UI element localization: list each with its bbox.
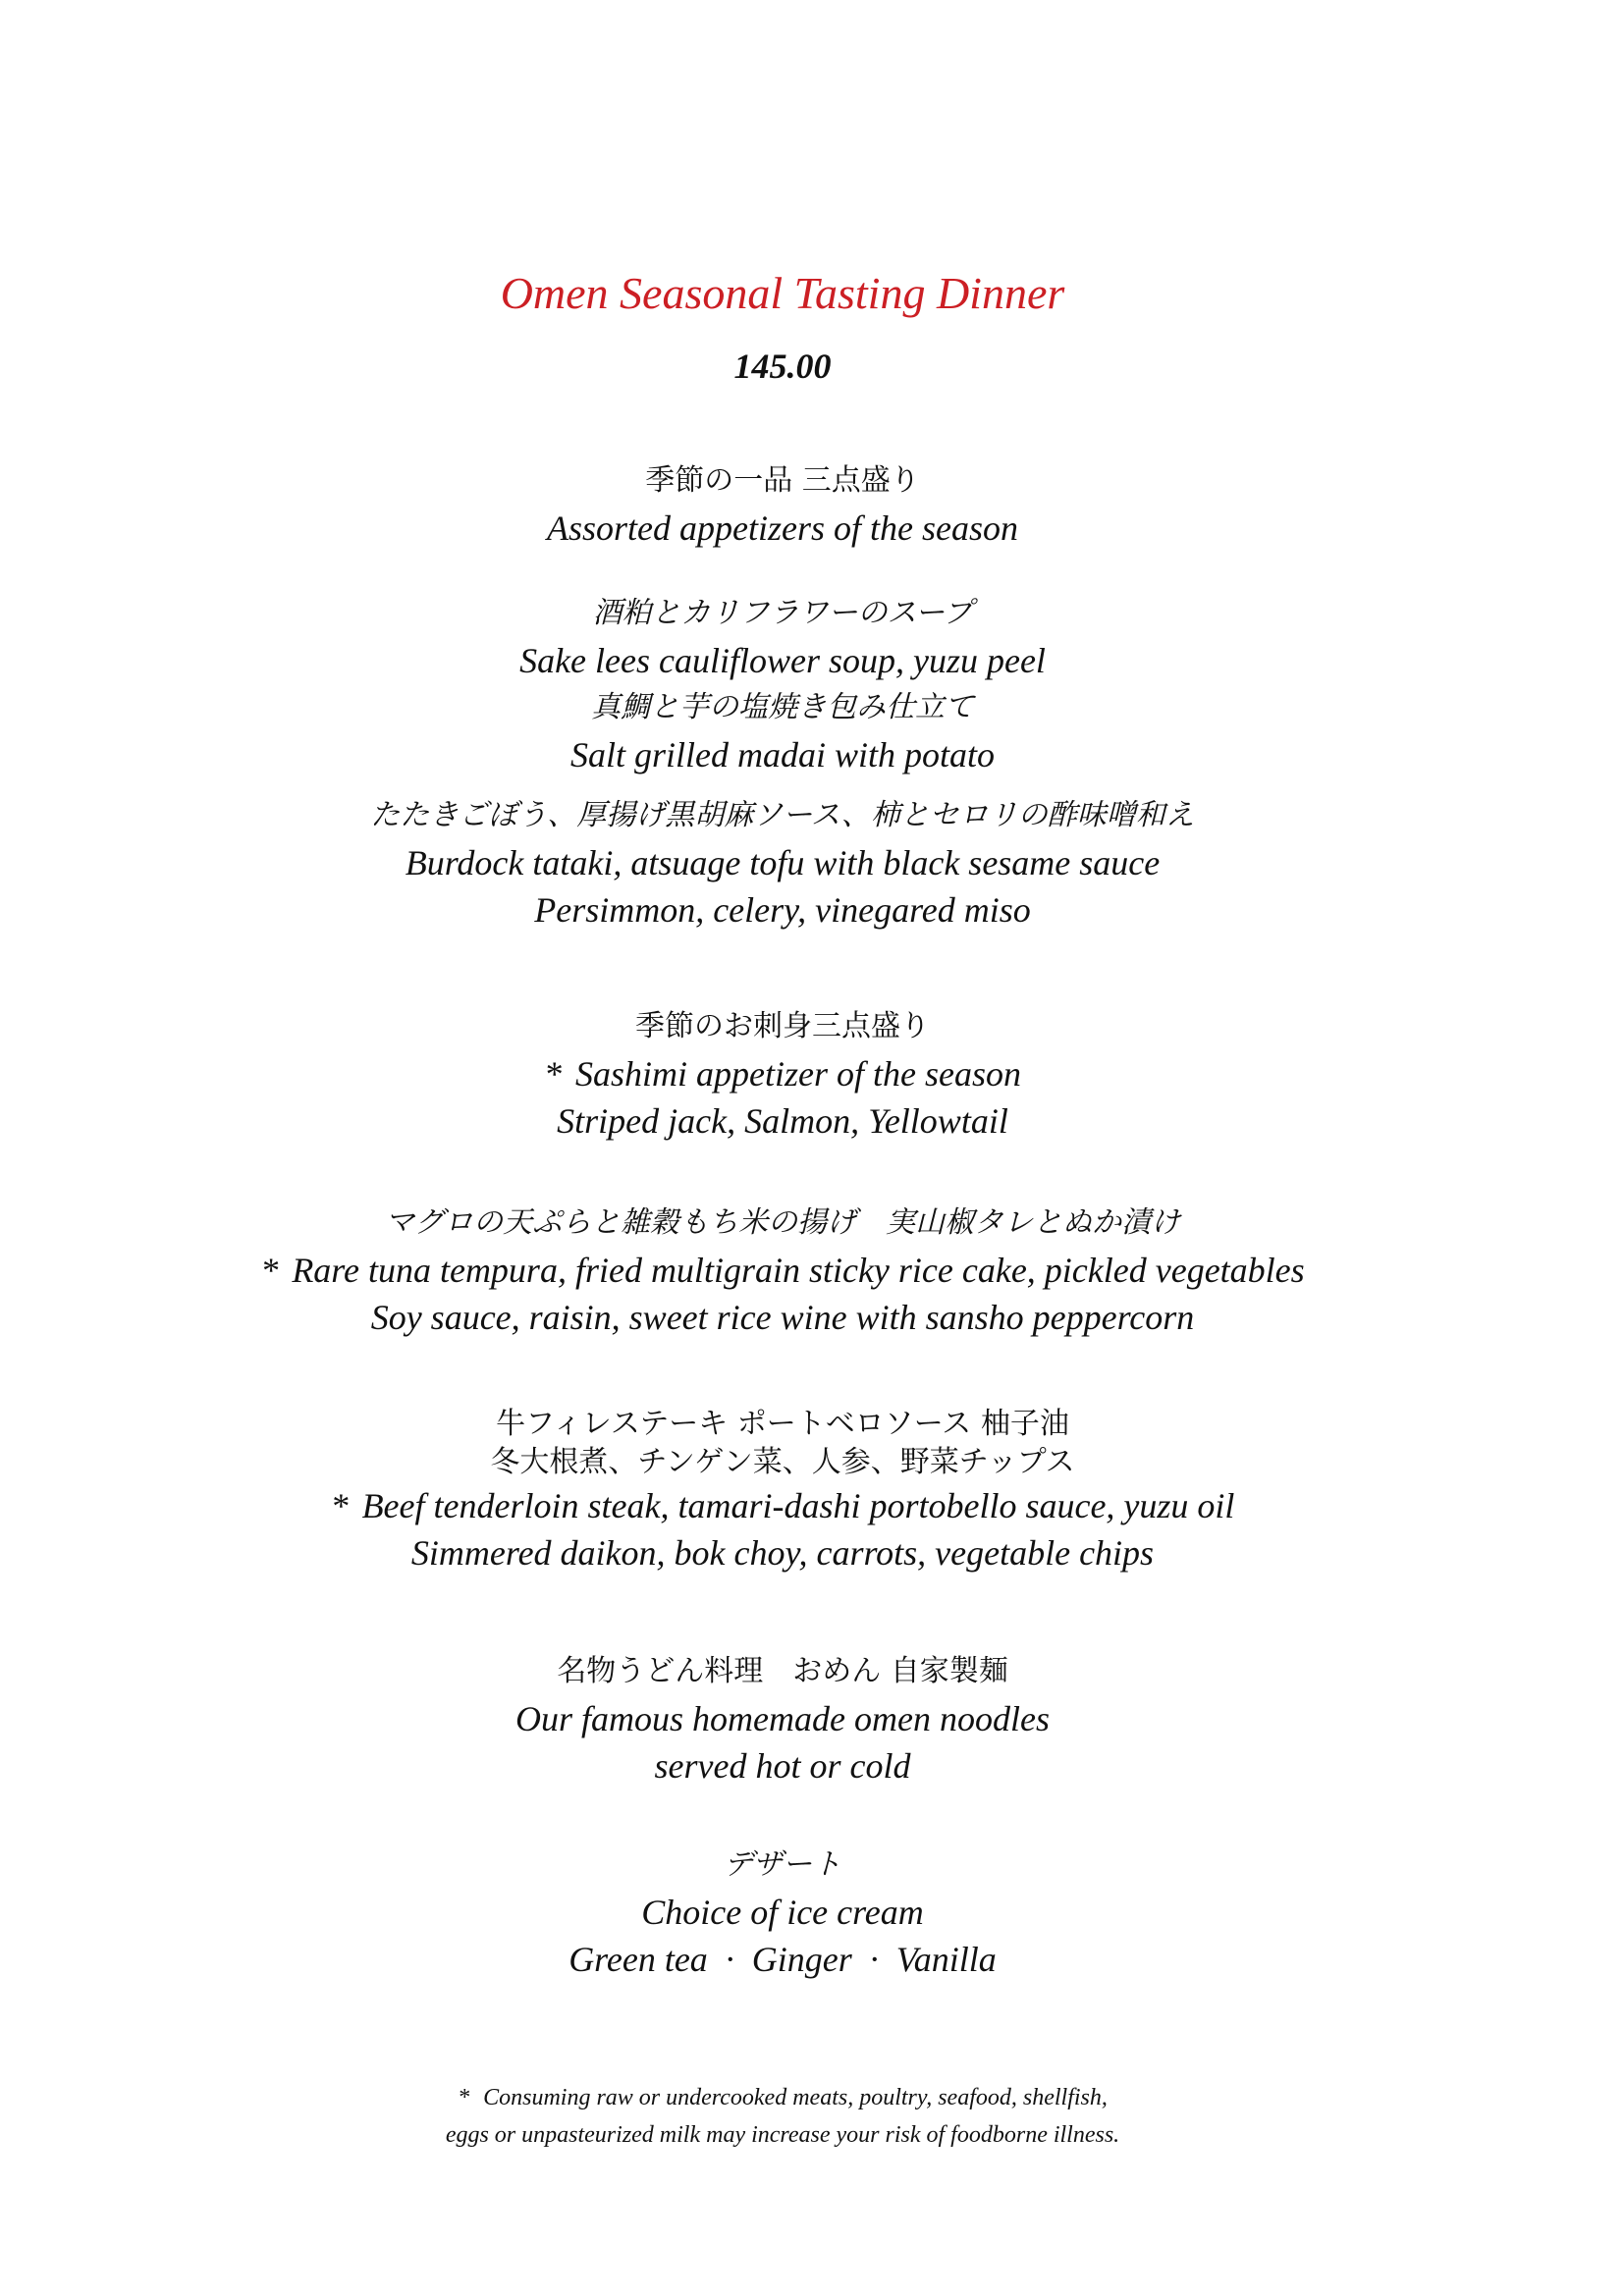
course-en-line: Striped jack, Salmon, Yellowtail (557, 1101, 1008, 1141)
course-tuna-tempura (0, 1200, 1565, 1341)
course-jp-label: 季節の一品 三点盛り (645, 463, 920, 498)
course-en-line: * Rare tuna tempura, fried multigrain sticky rice cake, pickled vegetables (260, 1251, 1305, 1290)
course-en-line: Assorted appetizers of the season (547, 508, 1018, 548)
disclaimer-line: * Consuming raw or undercooked meats, poultry, seafood, shellfish, (458, 2085, 1108, 2110)
course-en-line: served hot or cold (654, 1746, 911, 1786)
course-jp-label: たたきごぼう、厚揚げ黒胡麻ソース、柿とセロリの酢味噌和え (370, 798, 1195, 832)
course-en-line: Sake lees cauliflower soup, yuzu peel (519, 641, 1046, 680)
course-en-line: Choice of ice cream (641, 1893, 924, 1932)
course-en-line: Salt grilled madai with potato (569, 735, 996, 774)
course-dessert (0, 1842, 1565, 1983)
course-jp-label-2: 冬大根煮、チンゲン菜、人参、野菜チップス (490, 1445, 1075, 1479)
course-beef (0, 1406, 1565, 1576)
course-appetizers (0, 457, 1565, 552)
course-jp-label: マグロの天ぷらと雑穀もち米の揚げ 実山椒タレとぬか漬け (385, 1205, 1180, 1240)
raw-asterisk: * (544, 1054, 562, 1094)
course-jp-label: 真鯛と芋の塩焼き包み仕立て (591, 690, 974, 724)
course-madai (0, 684, 1565, 778)
course-en-line: Simmered daikon, bok choy, carrots, vegetable chips (410, 1533, 1155, 1573)
course-en-line: Soy sauce, raisin, sweet rice wine with sansho peppercorn (370, 1298, 1195, 1337)
course-en-line: * Beef tenderloin steak, tamari-dashi portobello sauce, yuzu oil (330, 1486, 1235, 1525)
course-en-line: Our famous homemade omen noodles (515, 1699, 1050, 1738)
course-burdock (0, 792, 1565, 934)
menu-price: 145.00 (733, 347, 832, 386)
course-en-line: Burdock tataki, atsuage tofu with black sesame sauce (405, 843, 1161, 882)
raw-asterisk: * (260, 1251, 279, 1290)
course-sashimi (0, 1003, 1565, 1145)
health-disclaimer (0, 2079, 1565, 2154)
course-jp-label: 牛フィレステーキ ポートベロソース 柚子油 (496, 1407, 1069, 1441)
course-en-line: Persimmon, celery, vinegared miso (534, 890, 1031, 930)
course-en-line: Green tea · Ginger · Vanilla (568, 1940, 997, 1979)
course-noodles (0, 1648, 1565, 1789)
raw-asterisk: * (458, 2085, 470, 2110)
course-jp-label: 酒粕とカリフラワーのスープ (592, 596, 973, 630)
course-jp-label: 季節のお刺身三点盛り (635, 1009, 930, 1043)
course-en-line: * Sashimi appetizer of the season (544, 1054, 1021, 1094)
course-soup (0, 590, 1565, 684)
course-jp-label: デザート (724, 1847, 841, 1882)
raw-asterisk: * (330, 1486, 349, 1525)
course-jp-label: 名物うどん料理 おめん 自家製麺 (557, 1654, 1008, 1688)
menu-title: Omen Seasonal Tasting Dinner (500, 268, 1065, 318)
disclaimer-line: eggs or unpasteurized milk may increase your risk of foodborne illness. (445, 2122, 1120, 2148)
